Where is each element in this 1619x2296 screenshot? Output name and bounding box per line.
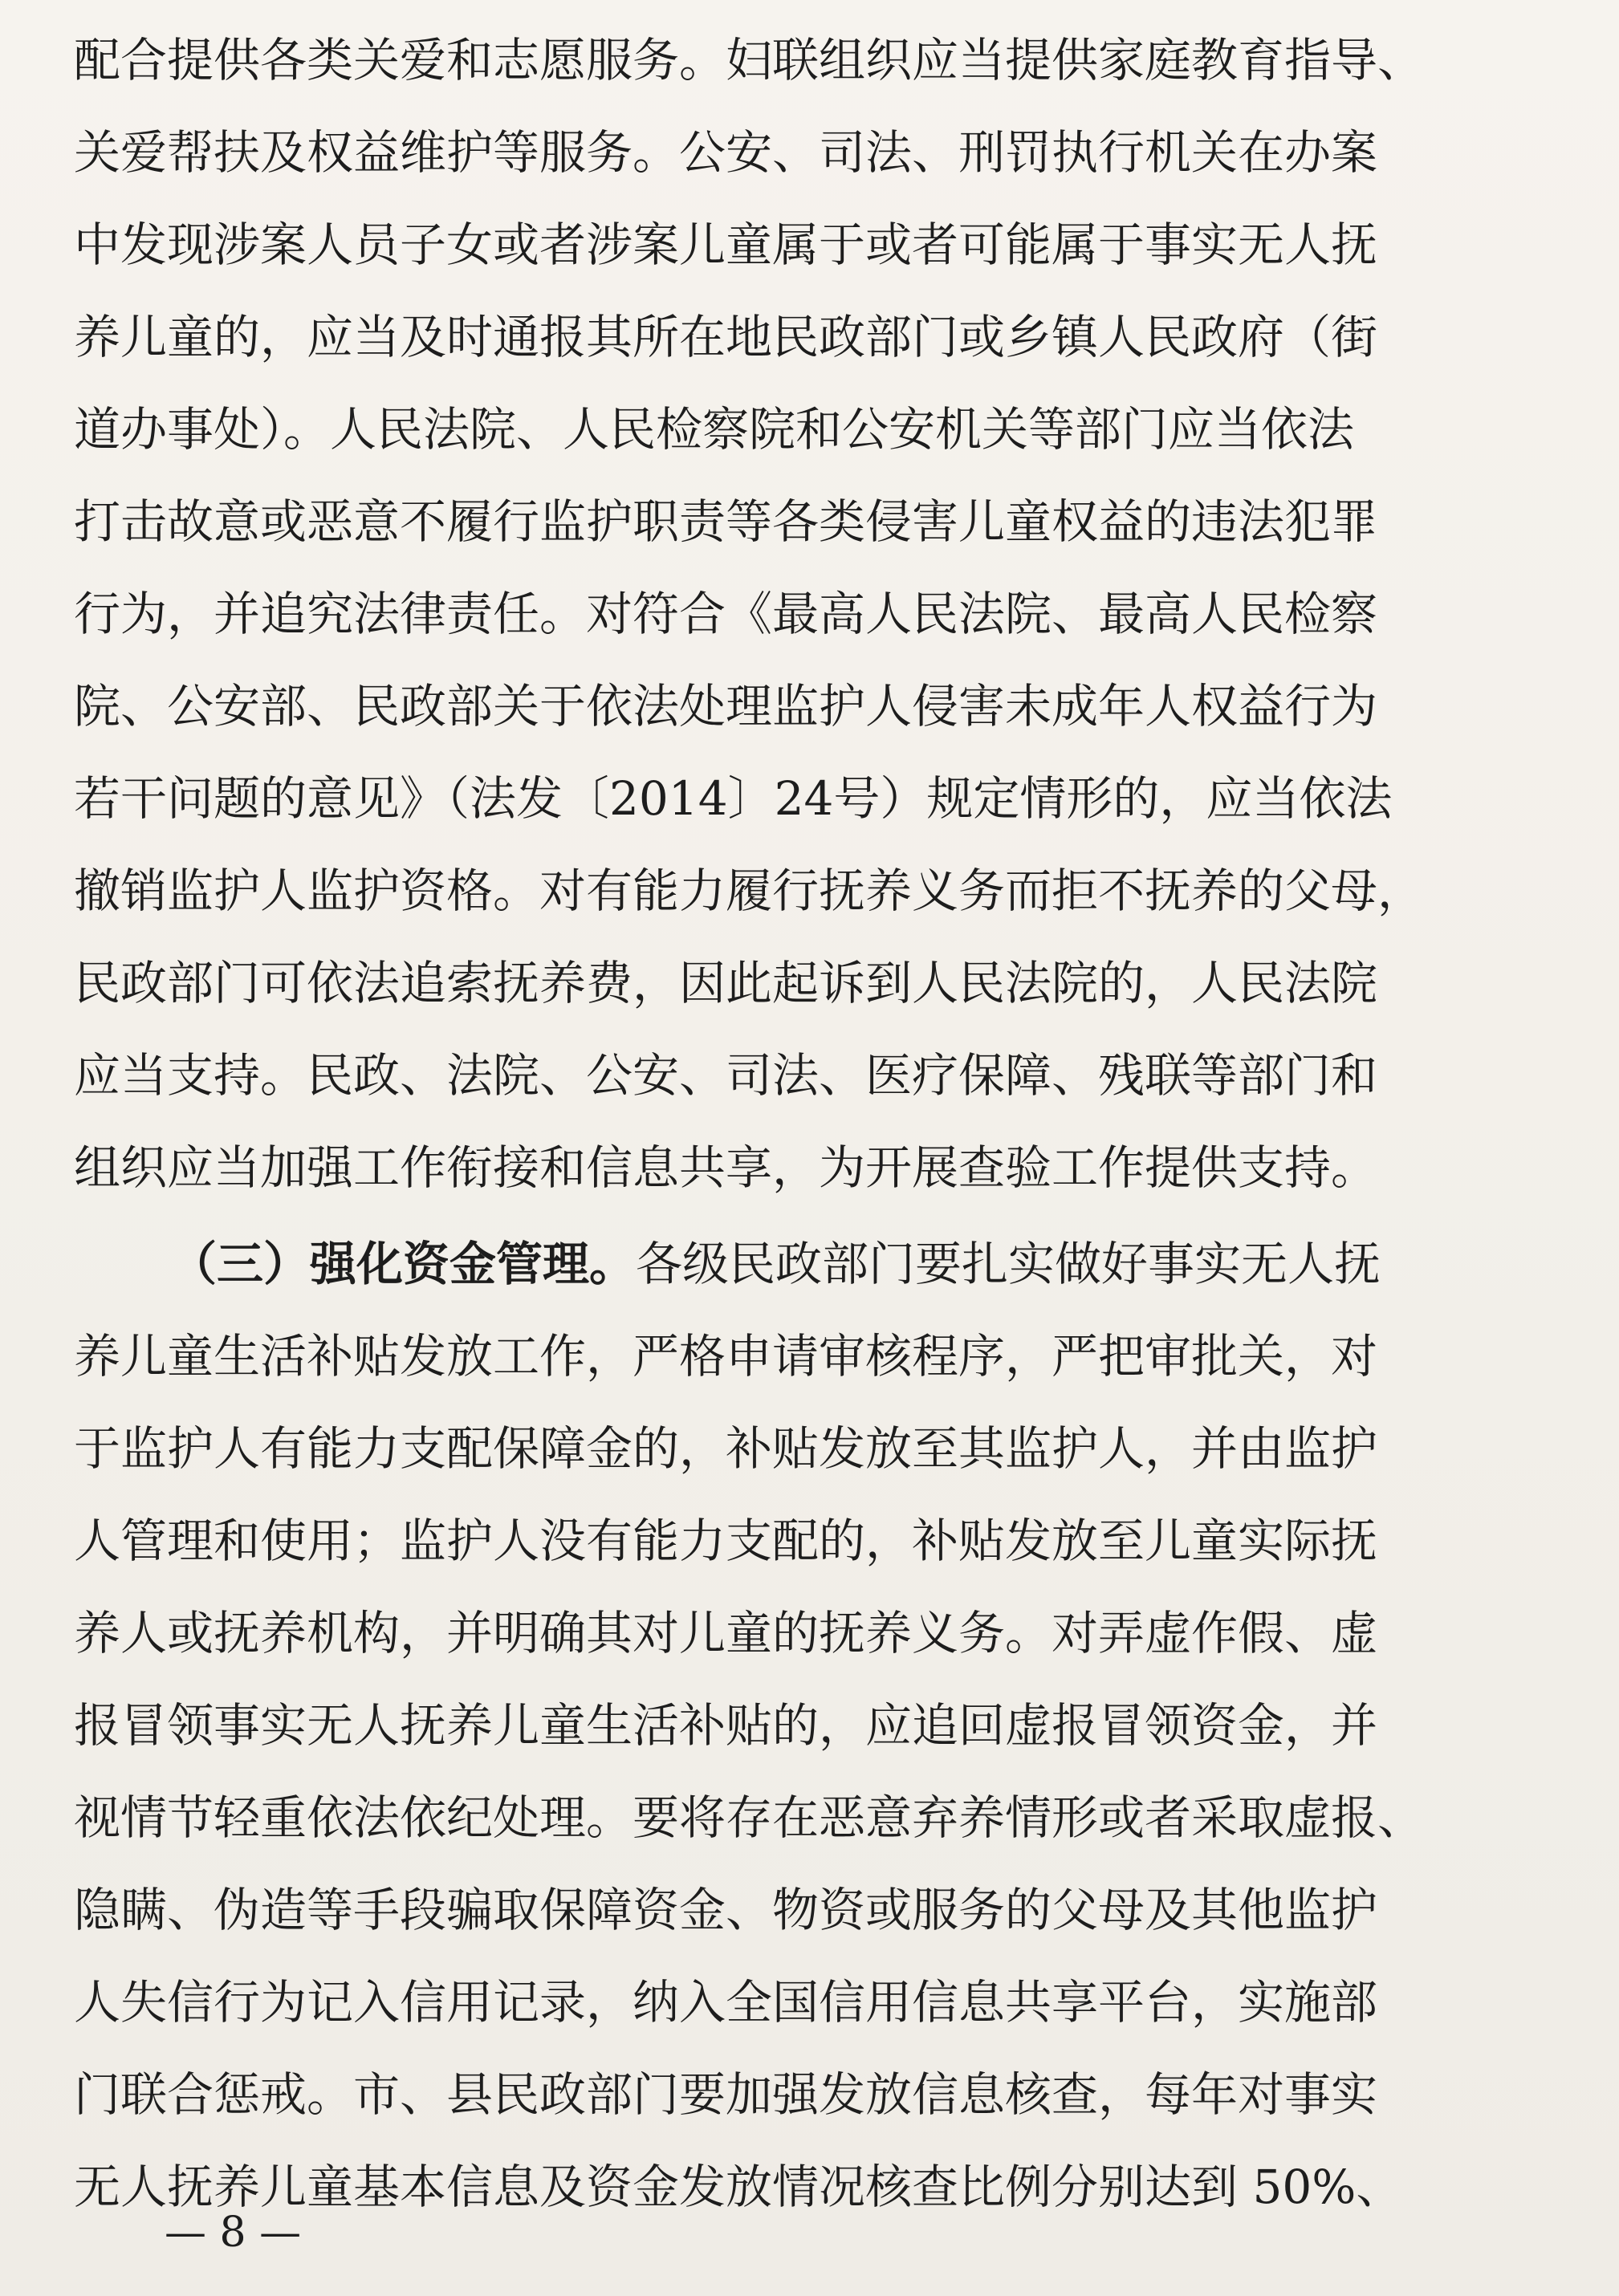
section-line: 养儿童生活补贴发放工作，严格申请审核程序，严把审批关，对 bbox=[74, 1329, 1378, 1384]
section-line: 养人或抚养机构，并明确其对儿童的抚养义务。对弄虚作假、虚 bbox=[74, 1606, 1378, 1660]
paragraph-line: 打击故意或恶意不履行监护职责等各类侵害儿童权益的违法犯罪 bbox=[74, 494, 1378, 549]
paragraph-line: 组织应当加强工作衔接和信息共享，为开展查验工作提供支持。 bbox=[74, 1140, 1378, 1195]
section-line: 门联合惩戒。市、县民政部门要加强发放信息核查，每年对事实 bbox=[74, 2067, 1378, 2122]
paragraph-line: 关爱帮扶及权益维护等服务。公安、司法、刑罚执行机关在办案 bbox=[74, 125, 1378, 180]
section-line: 无人抚养儿童基本信息及资金发放情况核查比例分别达到 50%、 bbox=[74, 2160, 1403, 2214]
section-line: 于监护人有能力支配保障金的，补贴发放至其监护人，并由监护 bbox=[74, 1421, 1378, 1476]
paragraph-line: 若干问题的意见》（法发〔2014〕24号）规定情形的，应当依法 bbox=[74, 771, 1393, 826]
paragraph-line: 应当支持。民政、法院、公安、司法、医疗保障、残联等部门和 bbox=[74, 1048, 1378, 1103]
section-line: 隐瞒、伪造等手段骗取保障资金、物资或服务的父母及其他监护 bbox=[74, 1883, 1378, 1937]
paragraph-line: 配合提供各类关爱和志愿服务。妇联组织应当提供家庭教育指导、 bbox=[74, 33, 1425, 87]
section-line: 视情节轻重依法依纪处理。要将存在恶意弃养情形或者采取虚报、 bbox=[74, 1790, 1425, 1845]
paragraph-line: 撤销监护人监护资格。对有能力履行抚养义务而拒不抚养的父母， bbox=[74, 864, 1425, 918]
paragraph-line: 行为，并追究法律责任。对符合《最高人民法院、最高人民检察 bbox=[74, 587, 1378, 641]
paragraph-line: 民政部门可依法追索抚养费，因此起诉到人民法院的，人民法院 bbox=[74, 956, 1378, 1010]
paragraph-line: 院、公安部、民政部关于依法处理监护人侵害未成年人权益行为 bbox=[74, 679, 1378, 734]
section-first-line bbox=[170, 1236, 1381, 1292]
section-line: 报冒领事实无人抚养儿童生活补贴的，应追回虚报冒领资金，并 bbox=[74, 1698, 1378, 1753]
paragraph-line: 道办事处）。人民法院、人民检察院和公安机关等部门应当依法 bbox=[74, 402, 1355, 457]
paragraph-line: 养儿童的，应当及时通报其所在地民政部门或乡镇人民政府（街 bbox=[74, 310, 1378, 364]
section-heading: （三）强化资金管理。 bbox=[170, 1237, 637, 1291]
page-number: — 8 — bbox=[165, 2209, 302, 2257]
section-line: 人管理和使用；监护人没有能力支配的，补贴发放至儿童实际抚 bbox=[74, 1514, 1378, 1568]
section-line: 人失信行为记入信用记录，纳入全国信用信息共享平台，实施部 bbox=[74, 1975, 1378, 2030]
section-first-line-text: 各级民政部门要扎实做好事实无人抚 bbox=[636, 1237, 1381, 1291]
paragraph-line: 中发现涉案人员子女或者涉案儿童属于或者可能属于事实无人抚 bbox=[74, 217, 1378, 272]
